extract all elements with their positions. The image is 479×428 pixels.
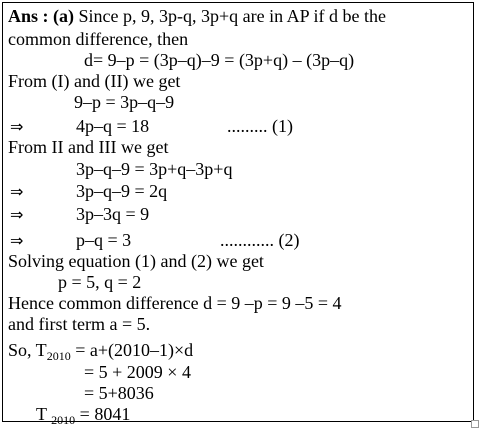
line-19: T $_{2010}$ = 8041 <box>36 404 131 427</box>
line-12: Solving equation (1) and (2) we get <box>8 251 264 271</box>
line-2: common difference, then <box>8 29 189 49</box>
implies-arrow-4: ⇒ <box>10 231 24 250</box>
equation-tag-1: ......... (1) <box>227 116 293 136</box>
line-10: 3p–3q = 9 <box>76 204 150 224</box>
line-13: p = 5, q = 2 <box>58 272 142 292</box>
subscript-2010-b: 2010 <box>51 413 76 427</box>
line-17: = 5 + 2009 × 4 <box>84 362 191 382</box>
line-14: Hence common difference d = 9 –p = 9 –5 = 4 <box>8 293 342 313</box>
line-7: From II and III we get <box>8 137 169 157</box>
line-11: p–q = 3 <box>76 230 132 250</box>
subscript-2010: 2010 <box>46 349 71 363</box>
line-16: So, $T_{2010} = a+(2010-1)\times d$ <box>8 340 194 363</box>
line-8: 3p–q–9 = 3p+q–3p+q <box>76 159 233 179</box>
answer-label: Ans : (a) <box>8 6 74 26</box>
line-3: d= 9–p = (3p–q)–9 = (3p+q) – (3p–q) <box>84 50 355 70</box>
line-6: 4p–q = 18 <box>76 116 150 136</box>
equation-tag-2: ............ (2) <box>220 230 300 250</box>
implies-arrow-2: ⇒ <box>10 182 24 201</box>
line-18: = 5+8036 <box>84 383 154 403</box>
line-5: 9–p = 3p–q–9 <box>74 92 175 112</box>
line-15: and first term a = 5. <box>8 314 151 334</box>
line-4: From (I) and (II) we get <box>8 71 181 91</box>
line-1 <box>8 6 386 26</box>
implies-arrow-1: ⇒ <box>10 117 24 136</box>
line-9: 3p–q–9 = 2q <box>76 181 168 201</box>
implies-arrow-3: ⇒ <box>10 205 24 224</box>
premise-text: Since p, 9, 3p-q, 3p+q are in AP if d be the <box>78 6 386 26</box>
